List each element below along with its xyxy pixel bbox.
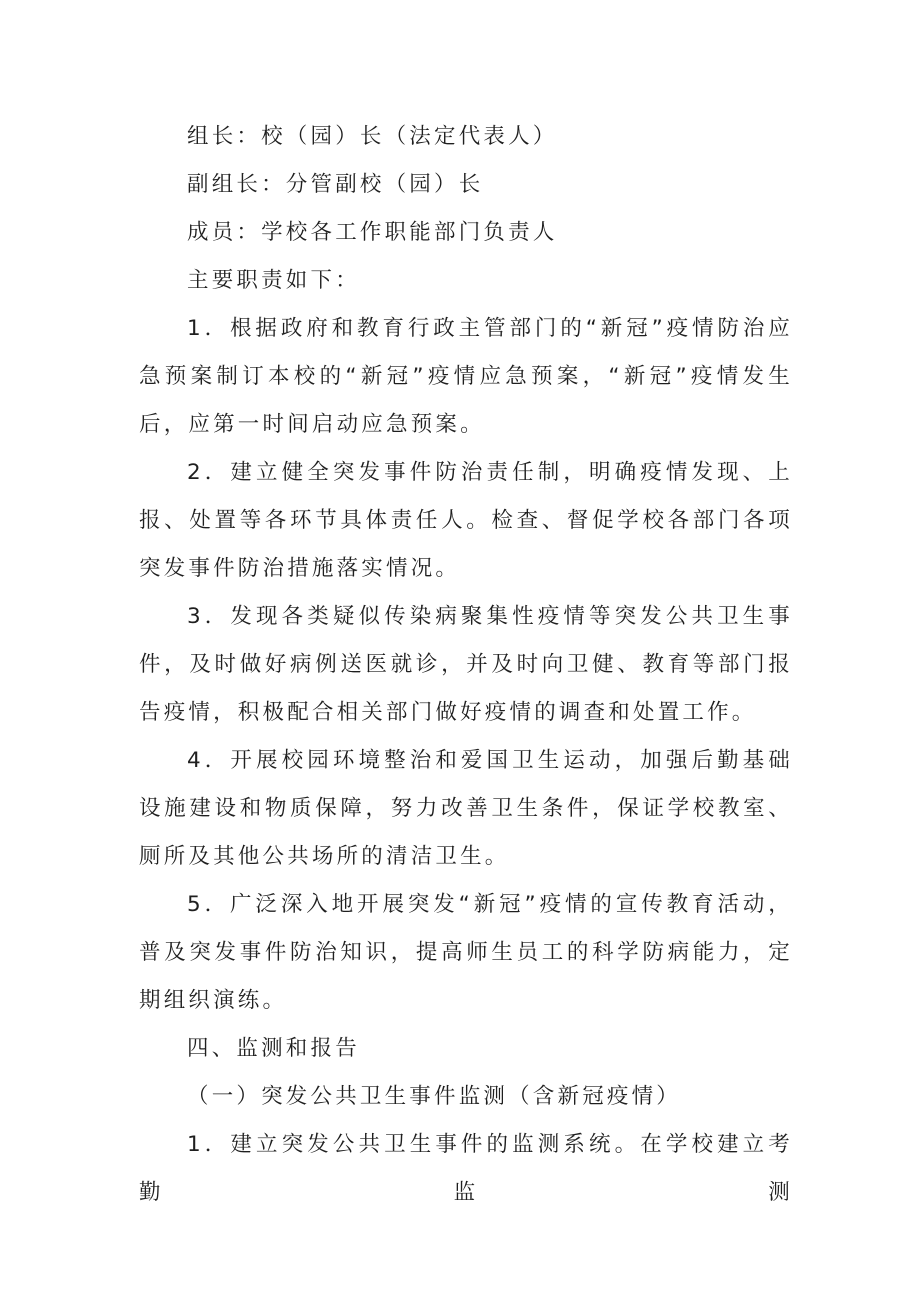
- paragraph-duty-5: 5．广泛深入地开展突发“新冠”疫情的宣传教育活动，普及突发事件防治知识，提高师生员工的科学防病能力，定期组织演练。: [139, 892, 793, 1013]
- paragraph-duty-1: 1．根据政府和教育行政主管部门的“新冠”疫情防治应急预案制订本校的“新冠”疫情应急预案，“新冠”疫情发生后，应第一时间启动应急预案。: [139, 316, 793, 437]
- section-heading-monitoring: 四、监测和报告: [187, 1036, 360, 1061]
- paragraph-duty-4: 4．开展校园环境整治和爱国卫生运动，加强后勤基础设施建设和物质保障，努力改善卫生条件，保证学校教室、厕所及其他公共场所的清洁卫生。: [139, 748, 793, 869]
- paragraph-group-leader: 组长：校（园）长（法定代表人）: [187, 124, 558, 149]
- paragraph-duty-2: 2．建立健全突发事件防治责任制，明确疫情发现、上报、处置等各环节具体责任人。检查、督促学校各部门各项突发事件防治措施落实情况。: [139, 460, 793, 581]
- document-body: [139, 113, 793, 1217]
- paragraph-monitoring-1: 1．建立突发公共卫生事件的监测系统。在学校建立考勤监测: [139, 1132, 793, 1205]
- paragraph-duty-3: 3．发现各类疑似传染病聚集性疫情等突发公共卫生事件，及时做好病例送医就诊，并及时向卫健、教育等部门报告疫情，积极配合相关部门做好疫情的调查和处置工作。: [139, 604, 793, 725]
- paragraph-deputy-leader: 副组长：分管副校（园）长: [187, 172, 484, 197]
- paragraph-duties-intro: 主要职责如下：: [187, 268, 360, 293]
- subsection-heading-surveillance: （一）突发公共卫生事件监测（含新冠疫情）: [187, 1084, 682, 1109]
- paragraph-members: 成员：学校各工作职能部门负责人: [187, 220, 558, 245]
